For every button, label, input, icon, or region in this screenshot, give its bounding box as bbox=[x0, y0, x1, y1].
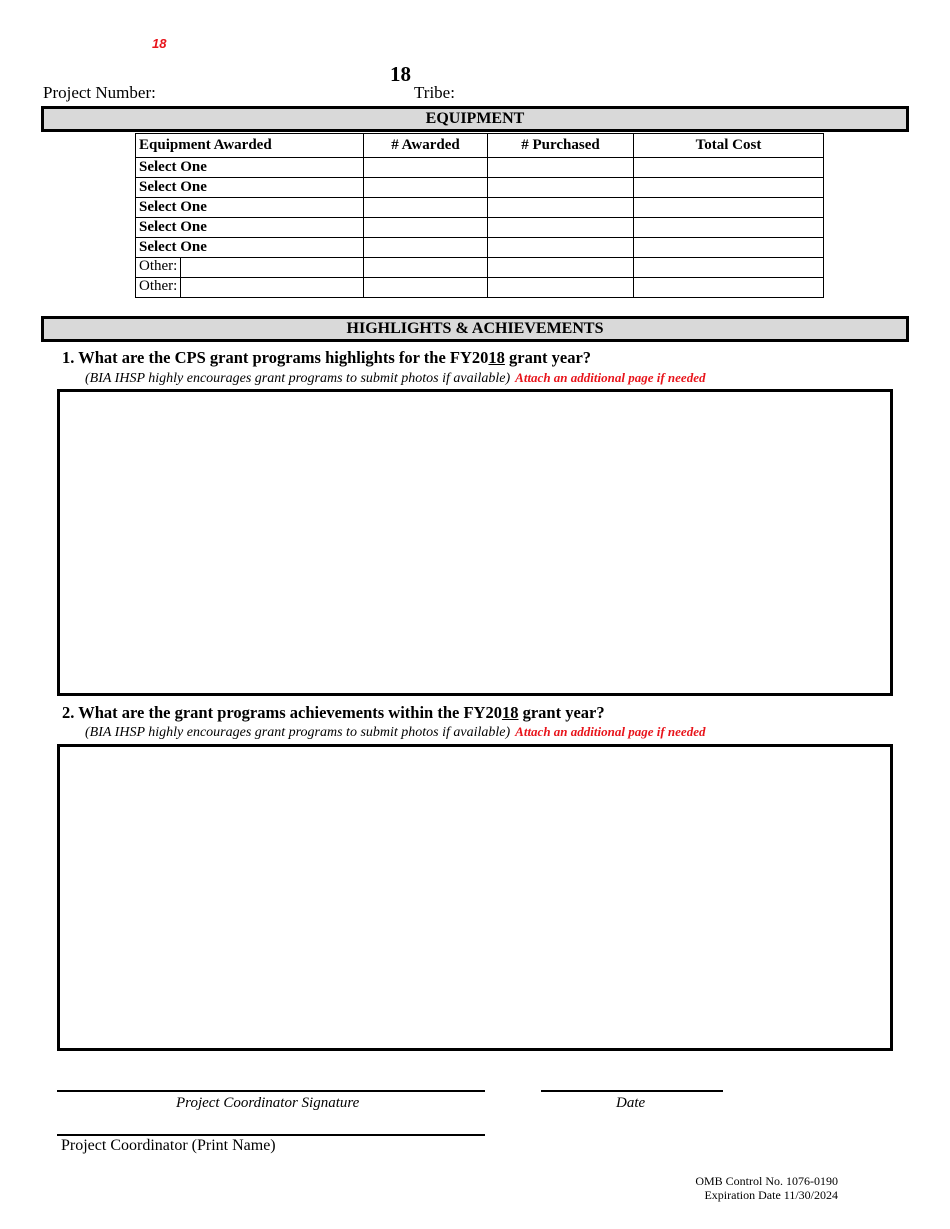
total-cost-cell[interactable] bbox=[634, 278, 824, 298]
equipment-section-header: EQUIPMENT bbox=[41, 106, 909, 132]
equipment-select[interactable]: Select One bbox=[136, 178, 364, 198]
print-name-label: Project Coordinator (Print Name) bbox=[61, 1137, 276, 1154]
equipment-select[interactable]: Select One bbox=[136, 198, 364, 218]
question-2-suffix: grant year? bbox=[518, 703, 605, 722]
signature-line[interactable] bbox=[57, 1090, 485, 1092]
total-cost-cell[interactable] bbox=[634, 238, 824, 258]
table-row bbox=[136, 218, 824, 238]
awarded-cell[interactable] bbox=[364, 278, 488, 298]
question-1-year: 18 bbox=[488, 348, 505, 367]
awarded-cell[interactable] bbox=[364, 178, 488, 198]
total-cost-cell[interactable] bbox=[634, 218, 824, 238]
total-cost-cell[interactable] bbox=[634, 178, 824, 198]
table-row bbox=[136, 258, 824, 278]
purchased-cell[interactable] bbox=[488, 258, 634, 278]
signature-caption: Project Coordinator Signature bbox=[176, 1095, 360, 1111]
other-equipment-cell bbox=[136, 278, 364, 298]
date-caption: Date bbox=[616, 1095, 646, 1111]
attach-page-note: Attach an additional page if needed bbox=[515, 370, 706, 385]
col-total-cost: Total Cost bbox=[634, 134, 824, 158]
attach-page-note: Attach an additional page if needed bbox=[515, 724, 706, 739]
other-label: Other: bbox=[136, 278, 181, 297]
question-1 bbox=[62, 348, 591, 368]
question-1-suffix: grant year? bbox=[504, 348, 592, 367]
question-2-note bbox=[85, 724, 705, 741]
purchased-cell[interactable] bbox=[488, 178, 634, 198]
photo-note: (BIA IHSP highly encourages grant programs to submit photos if available) bbox=[85, 371, 511, 386]
table-row bbox=[136, 178, 824, 198]
corner-year-label: 18 bbox=[152, 36, 167, 51]
grant-year-field[interactable]: 18 bbox=[390, 62, 411, 86]
total-cost-cell[interactable] bbox=[634, 198, 824, 218]
table-row bbox=[136, 238, 824, 258]
equipment-select[interactable]: Select One bbox=[136, 238, 364, 258]
date-line[interactable] bbox=[541, 1090, 723, 1092]
total-cost-cell[interactable] bbox=[634, 258, 824, 278]
equipment-select[interactable]: Select One bbox=[136, 158, 364, 178]
expiration-date: Expiration Date 11/30/2024 bbox=[704, 1188, 838, 1202]
highlights-answer-box[interactable] bbox=[57, 389, 893, 696]
print-name-line[interactable] bbox=[57, 1134, 485, 1136]
highlights-section-header: HIGHLIGHTS & ACHIEVEMENTS bbox=[41, 316, 909, 342]
awarded-cell[interactable] bbox=[364, 238, 488, 258]
awarded-cell[interactable] bbox=[364, 258, 488, 278]
col-equipment-awarded: Equipment Awarded bbox=[136, 134, 364, 158]
other-label: Other: bbox=[136, 258, 181, 277]
purchased-cell[interactable] bbox=[488, 198, 634, 218]
tribe-label: Tribe: bbox=[414, 83, 455, 102]
equipment-table bbox=[135, 133, 824, 298]
other-equipment-input[interactable] bbox=[181, 278, 363, 297]
purchased-cell[interactable] bbox=[488, 158, 634, 178]
purchased-cell[interactable] bbox=[488, 278, 634, 298]
question-2-year: 18 bbox=[501, 703, 519, 722]
awarded-cell[interactable] bbox=[364, 198, 488, 218]
total-cost-cell[interactable] bbox=[634, 158, 824, 178]
question-2-prefix: 2. What are the grant programs achievements within the FY20 bbox=[62, 703, 502, 722]
question-1-note bbox=[85, 370, 705, 387]
purchased-cell[interactable] bbox=[488, 238, 634, 258]
project-number-label: Project Number: bbox=[43, 83, 156, 102]
question-2 bbox=[62, 703, 605, 723]
omb-control-number: OMB Control No. 1076-0190 bbox=[695, 1174, 838, 1188]
table-row bbox=[136, 278, 824, 298]
equipment-select[interactable]: Select One bbox=[136, 218, 364, 238]
table-row bbox=[136, 158, 824, 178]
achievements-answer-box[interactable] bbox=[57, 744, 893, 1051]
question-1-prefix: 1. What are the CPS grant programs highlights for the FY20 bbox=[62, 348, 489, 367]
col-number-awarded: # Awarded bbox=[364, 134, 488, 158]
awarded-cell[interactable] bbox=[364, 158, 488, 178]
col-number-purchased: # Purchased bbox=[488, 134, 634, 158]
other-equipment-cell bbox=[136, 258, 364, 278]
awarded-cell[interactable] bbox=[364, 218, 488, 238]
table-row bbox=[136, 198, 824, 218]
purchased-cell[interactable] bbox=[488, 218, 634, 238]
omb-footer bbox=[695, 1174, 838, 1202]
photo-note: (BIA IHSP highly encourages grant programs to submit photos if available) bbox=[85, 725, 511, 740]
equipment-header-row bbox=[136, 134, 824, 158]
other-equipment-input[interactable] bbox=[181, 258, 363, 277]
